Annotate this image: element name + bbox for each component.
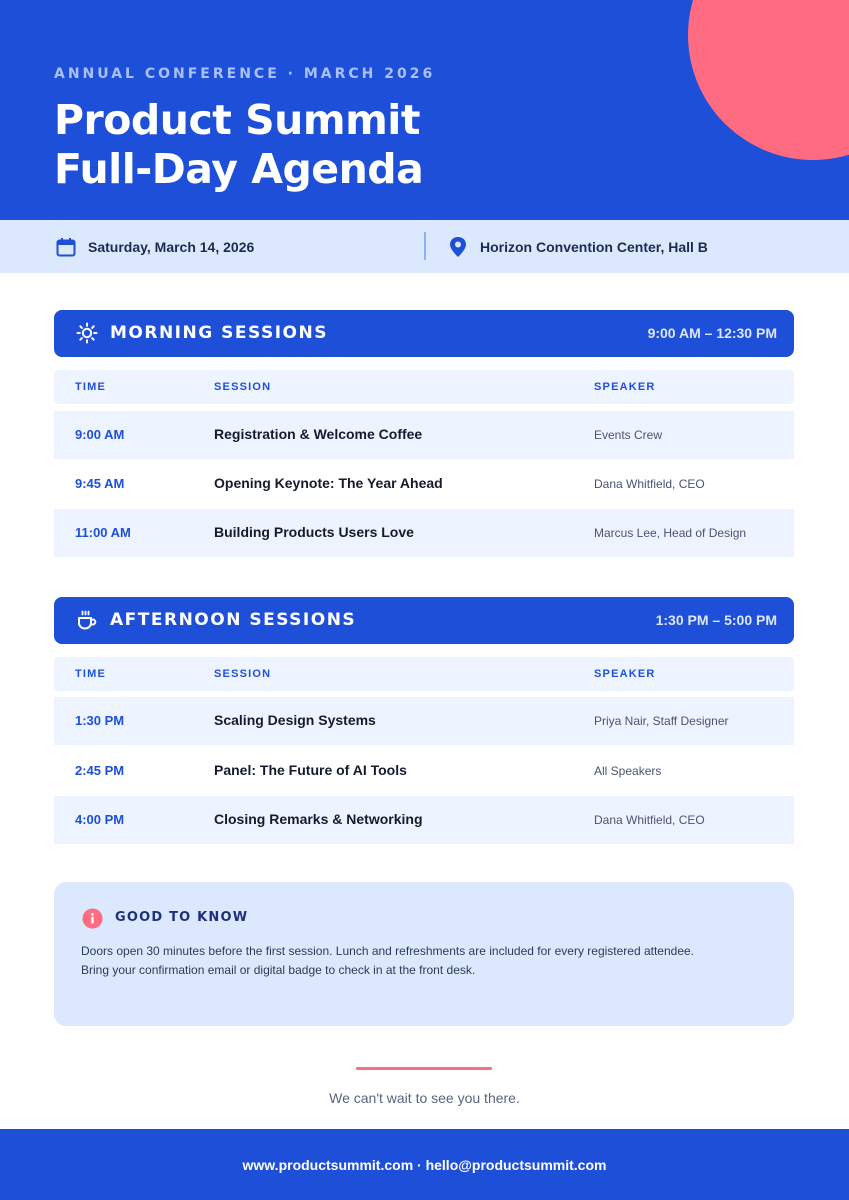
session-title: Panel: The Future of AI Tools [214,762,407,778]
column-header-time: TIME [75,381,107,393]
afternoon-sessions-header [54,597,794,644]
table-row [54,697,794,745]
footer-contact: www.productsummit.com · hello@productsummit.com [242,1156,607,1173]
sun-icon [76,322,98,344]
column-header-session: SESSION [214,381,272,393]
session-speaker: Dana Whitfield, CEO [594,477,705,491]
session-title: Scaling Design Systems [214,712,376,728]
good-to-know-title: GOOD TO KNOW [115,910,249,925]
morning-sessions-title: MORNING SESSIONS [110,323,328,343]
info-bar [0,220,849,273]
event-date-text: Saturday, March 14, 2026 [88,238,255,255]
column-header-speaker: SPEAKER [594,381,656,393]
session-time: 9:00 AM [75,427,125,442]
column-header-time: TIME [75,668,107,680]
title-line-2: Full-Day Agenda [54,145,424,193]
note-line-2: Bring your confirmation email or digital badge to check in at the front desk. [81,963,476,977]
table-row [54,411,794,459]
session-time: 2:45 PM [75,763,125,778]
info-icon [82,908,103,929]
session-speaker: All Speakers [594,764,662,778]
session-time: 4:00 PM [75,812,125,827]
table-row [54,509,794,557]
table-row [54,460,794,508]
session-title: Closing Remarks & Networking [214,811,423,827]
page-title [54,96,423,194]
event-location [448,220,708,273]
session-speaker: Priya Nair, Staff Designer [594,714,729,728]
morning-sessions-header [54,310,794,357]
header-banner [0,0,849,220]
session-speaker: Events Crew [594,428,663,442]
eyebrow-text: ANNUAL CONFERENCE · MARCH 2026 [54,66,436,82]
good-to-know-box [54,882,794,1026]
session-title: Building Products Users Love [214,524,414,540]
column-header-speaker: SPEAKER [594,668,656,680]
calendar-icon [56,237,76,257]
afternoon-time-range: 1:30 PM – 5:00 PM [655,612,777,628]
event-date [56,220,254,273]
column-header-session: SESSION [214,668,272,680]
afternoon-table-header [54,657,794,691]
good-to-know-text [81,942,771,980]
table-row [54,747,794,795]
info-divider [424,232,426,260]
afternoon-sessions-title: AFTERNOON SESSIONS [110,610,357,630]
title-line-1: Product Summit [54,96,420,144]
session-speaker: Marcus Lee, Head of Design [594,526,747,540]
session-title: Registration & Welcome Coffee [214,426,423,442]
session-title: Opening Keynote: The Year Ahead [214,475,443,491]
map-pin-icon [448,236,468,258]
footer [0,1129,849,1200]
event-location-text: Horizon Convention Center, Hall B [480,238,708,255]
session-time: 11:00 AM [75,525,131,540]
session-speaker: Dana Whitfield, CEO [594,813,705,827]
morning-table-header [54,370,794,404]
accent-divider [356,1067,492,1070]
coffee-cup-icon [76,609,98,631]
note-line-1: Doors open 30 minutes before the first session. Lunch and refreshments are included for every registered attendee. [81,944,695,958]
session-time: 1:30 PM [75,713,125,728]
session-time: 9:45 AM [75,476,125,491]
decorative-circle [688,0,849,160]
closing-message: We can't wait to see you there. [329,1090,520,1106]
table-row [54,796,794,844]
morning-time-range: 9:00 AM – 12:30 PM [647,325,777,341]
